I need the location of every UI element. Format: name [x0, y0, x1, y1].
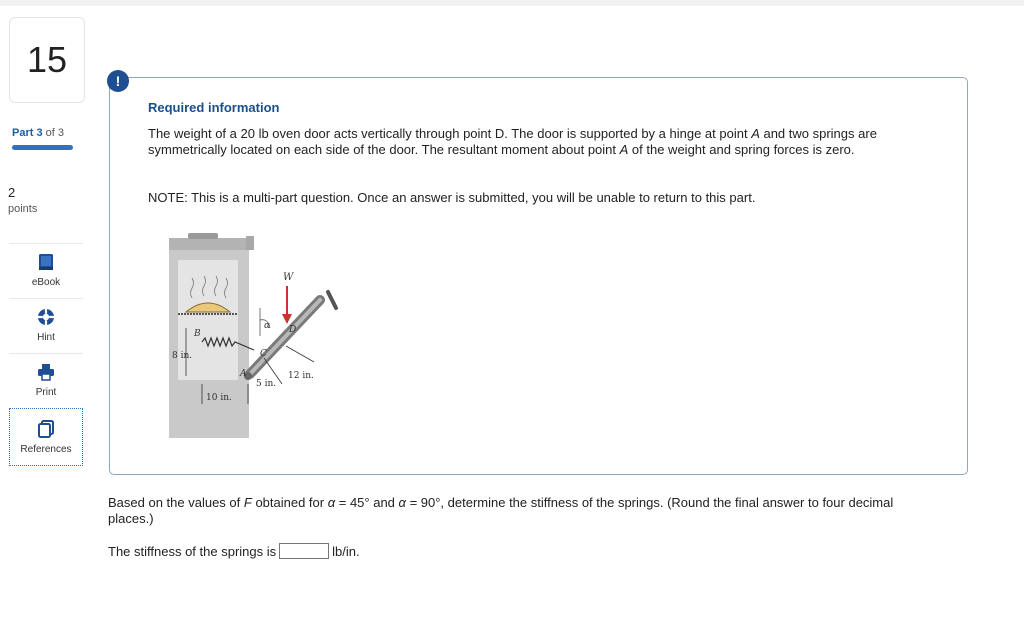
hint-button[interactable]: [9, 298, 83, 352]
question-number-box: [9, 17, 85, 103]
q-symbol-alpha-2: α: [398, 495, 406, 510]
print-button[interactable]: [9, 353, 83, 407]
dim-12in-line: [286, 346, 314, 362]
points-info: [8, 185, 37, 215]
part-indicator: [12, 127, 64, 139]
q-text-3: = 45° and: [335, 495, 399, 510]
label-12in: 12 in.: [288, 371, 314, 381]
label-5in: 5 in.: [256, 379, 277, 389]
references-button[interactable]: [9, 408, 83, 466]
ebook-label: eBook: [31, 277, 61, 288]
label-c: C: [260, 349, 267, 359]
part-progress-bar: [12, 145, 73, 150]
ebook-button[interactable]: [9, 243, 83, 297]
part-label: Part: [12, 127, 34, 139]
label-a: A: [240, 369, 247, 379]
q-symbol-f: F: [243, 495, 252, 510]
multipart-note: NOTE: This is a multi-part question. Once an answer is submitted, you will be unable to return to this part.: [148, 190, 756, 205]
hint-label: Hint: [37, 332, 55, 343]
desc-point-a-2: A: [619, 142, 629, 157]
label-8in: 8 in.: [172, 351, 193, 361]
label-w: W: [283, 272, 294, 283]
hint-icon: [37, 308, 55, 326]
label-d: D: [289, 325, 297, 335]
part-current: 3: [36, 127, 43, 139]
answer-unit: lb/in.: [332, 543, 360, 559]
top-bar: [0, 0, 1024, 6]
q-text-1: Based on the values of: [108, 495, 244, 510]
q-text-2: obtained for: [251, 495, 328, 510]
question-text: [108, 495, 938, 527]
references-label: References: [20, 443, 72, 455]
oven-door-figure: [168, 228, 358, 440]
desc-text-1: The weight of a 20 lb oven door acts vertically through point D. The door is supported by a hinge at point: [148, 126, 752, 141]
ebook-icon: [37, 253, 55, 271]
label-b: B: [194, 329, 201, 339]
oven-cavity: [178, 260, 238, 380]
question-number: 15: [26, 39, 68, 80]
points-label: points: [8, 203, 38, 215]
answer-prefix: The stiffness of the springs is: [108, 543, 277, 559]
print-icon: [37, 363, 55, 381]
desc-point-a-1: A: [751, 126, 760, 141]
oven-knob: [188, 233, 218, 239]
required-information-title: Required information: [148, 100, 280, 115]
desc-text-2: and two springs are symmetrically located on each side of the door. The resultant moment about point: [148, 126, 877, 157]
label-alpha: α: [264, 321, 271, 331]
answer-line: [108, 543, 360, 559]
q-text-4: = 90°, determine the stiffness of the springs. (Round the final answer to four decimal places.): [108, 495, 894, 526]
references-icon: [37, 420, 55, 438]
oven-top: [169, 238, 249, 250]
door-handle: [328, 292, 336, 308]
problem-description: [148, 126, 938, 158]
stiffness-answer-input[interactable]: [279, 543, 329, 559]
label-10in: 10 in.: [206, 393, 232, 403]
oven-handle: [246, 236, 254, 250]
part-of: of 3: [45, 127, 65, 139]
points-value: 2: [8, 185, 16, 200]
desc-text-3: of the weight and spring forces is zero.: [628, 142, 855, 157]
print-label: Print: [35, 387, 57, 398]
alert-icon: !: [107, 70, 129, 92]
q-symbol-alpha-1: α: [327, 495, 336, 510]
